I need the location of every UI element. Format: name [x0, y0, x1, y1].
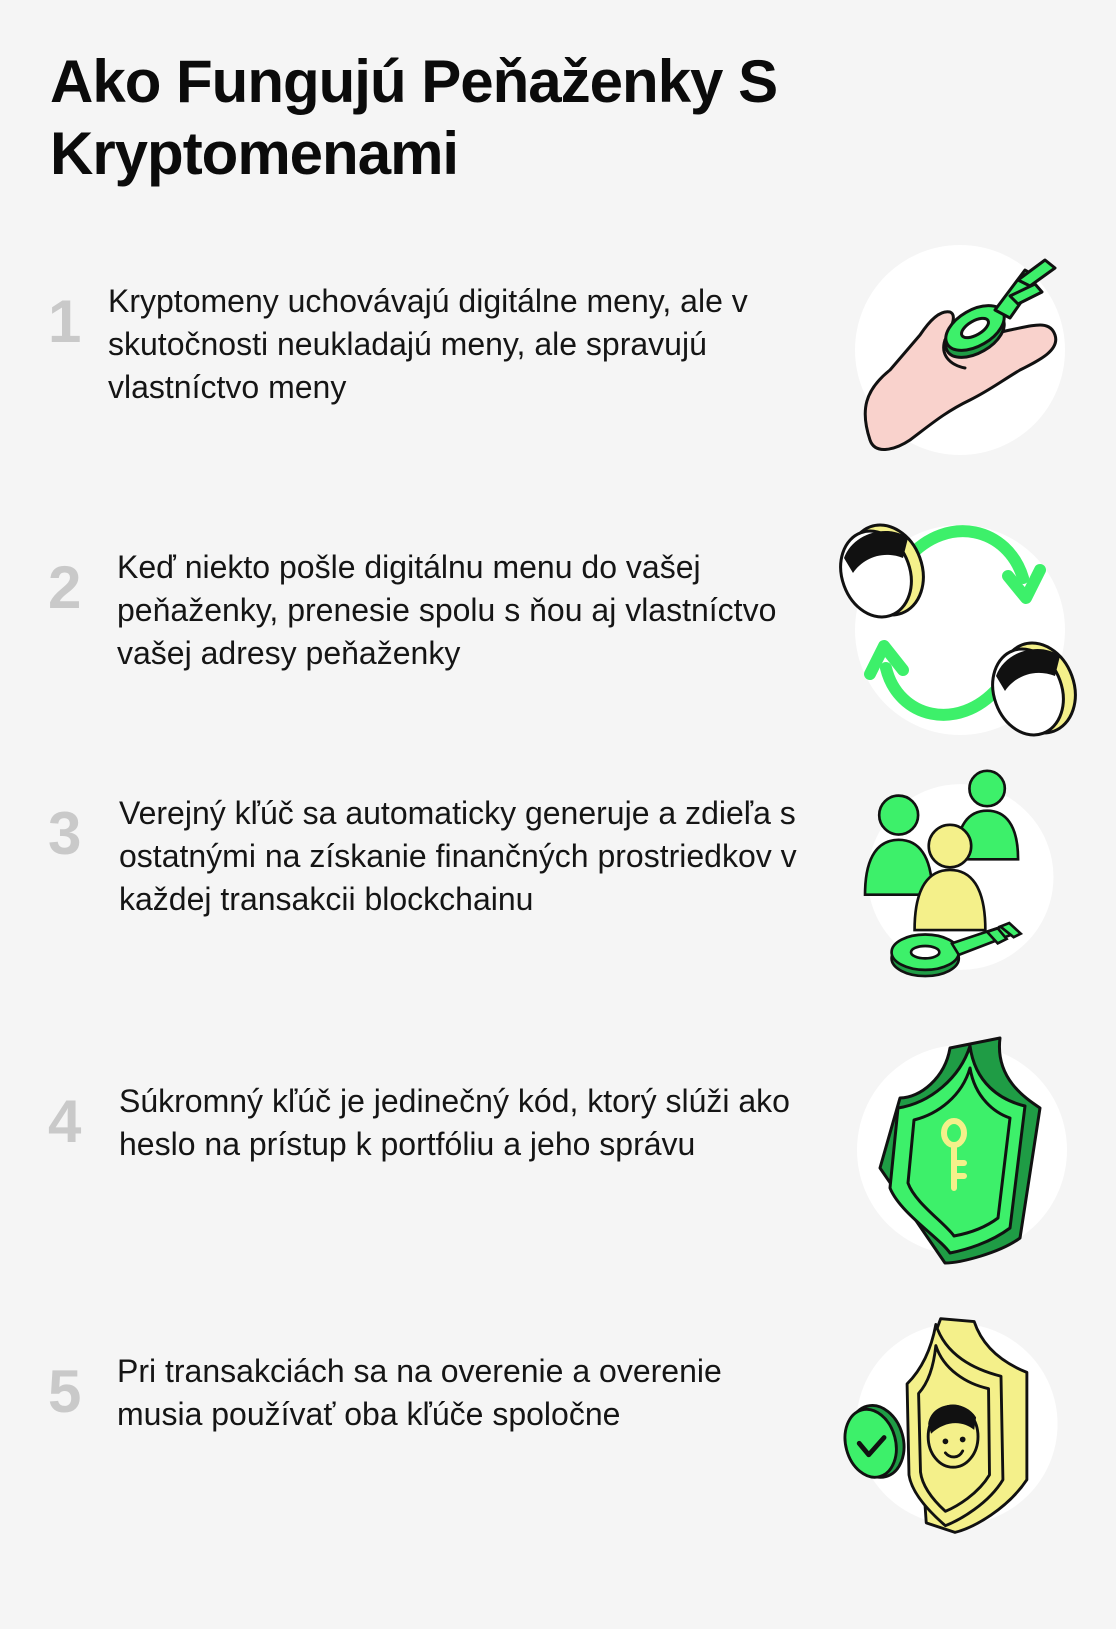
page-title: Ako Fungujú Peňaženky S Kryptomenami: [50, 48, 778, 187]
step-text: Verejný kľúč sa automaticky generuje a zdieľa s ostatnými na získanie finančných prostriedkov v každej transakcii blockchainu: [119, 795, 797, 917]
step-text: Pri transakciách sa na overenie a overenie musia používať oba kľúče spoločne: [117, 1353, 722, 1432]
hand-holding-key-icon: [850, 240, 1080, 470]
ownership-transfer-icon: [848, 518, 1078, 748]
step-text: Keď niekto pošle digitálnu menu do vašej peňaženky, prenesie spolu s ňou aj vlastníctvo vašej adresy peňaženky: [117, 549, 777, 671]
step-number: 5: [48, 1358, 82, 1425]
step-number: 2: [48, 554, 82, 621]
step-text: Súkromný kľúč je jedinečný kód, ktorý slúži ako heslo na prístup k portfóliu a jeho správu: [119, 1083, 790, 1162]
step-number: 3: [48, 800, 82, 867]
shield-user-check-icon: [840, 1312, 1070, 1542]
step-number: 4: [48, 1088, 82, 1155]
step-text: Kryptomeny uchovávajú digitálne meny, ale v skutočnosti neukladajú meny, ale spravujú vlastníctvo meny: [108, 283, 748, 405]
shield-key-icon: [850, 1038, 1080, 1268]
users-public-key-icon: [850, 762, 1080, 992]
step-number: 1: [48, 288, 82, 355]
